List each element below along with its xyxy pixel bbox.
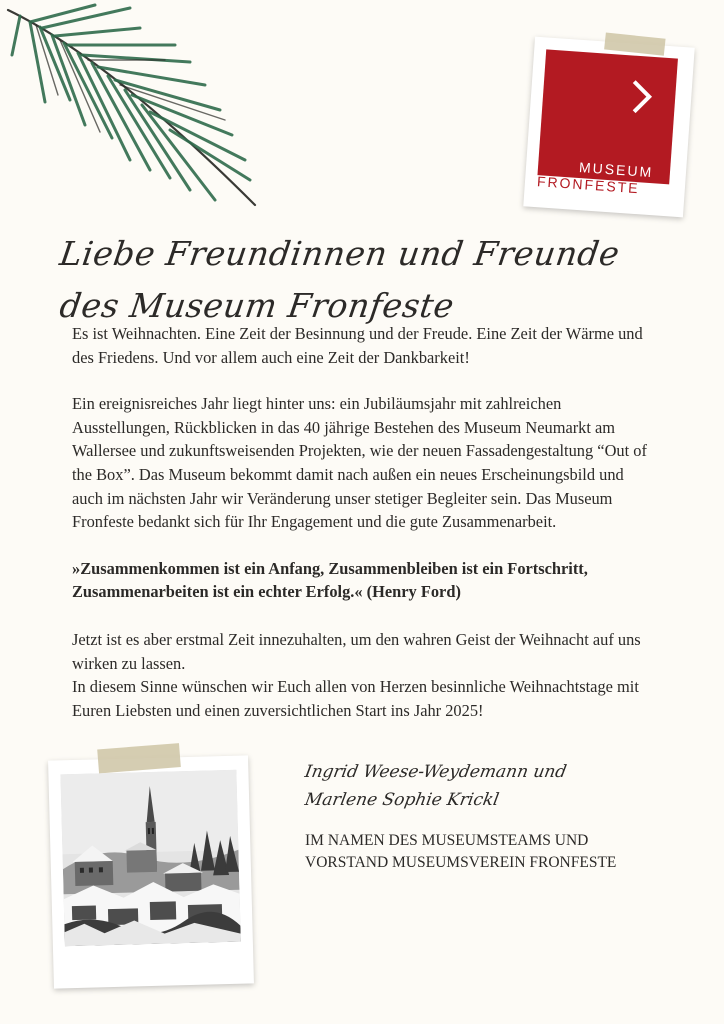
signoff-line-1: IM NAMEN DES MUSEUMSTEAMS UND [305, 832, 589, 849]
title-line-1: Liebe Freundinnen und Freunde [57, 234, 623, 273]
pine-branch-decoration [0, 0, 270, 215]
signoff-text [305, 830, 645, 874]
quote-henry-ford: »Zusammenkommen ist ein Anfang, Zusammenbleiben ist ein Fortschritt, Zusammenarbeiten ist ein echter Erfolg.« (Henry Ford) [72, 558, 588, 602]
letter-body [72, 322, 657, 722]
signoff-line-2: VORSTAND MUSEUMSVEREIN FRONFESTE [305, 854, 617, 871]
signature-line-2: Marlene Sophie Krickl [303, 790, 501, 810]
tape-strip [97, 743, 181, 773]
logo-polaroid [523, 37, 694, 218]
museum-logo [537, 49, 677, 184]
signature [305, 758, 605, 814]
winter-town-photo [60, 770, 240, 947]
tape-strip [604, 33, 665, 56]
paragraph-pause: Jetzt ist es aber erstmal Zeit innezuhalten, um den wahren Geist der Weihnacht auf uns wirken zu lassen. [72, 629, 641, 673]
paragraph-intro: Es ist Weihnachten. Eine Zeit der Besinnung und der Freude. Eine Zeit der Wärme und des Friedens. Und vor allem auch eine Zeit der Dankbarkeit! [72, 324, 643, 367]
paragraph-year-review: Ein ereignisreiches Jahr liegt hinter uns: ein Jubiläumsjahr mit zahlreichen Ausstellungen, Rückblicken in das 40 jährige Bestehen des Museum Neumarkt am Wallersee und zukunftsweisenden Projekten, wie der neuen Fassadengestaltung “Out of the Box”. Das Museum bekommt damit nach außen ein neues Erscheinungsbild und auch im nächsten Jahr wir Veränderung unser stetiger Begleiter sein. Das Museum Fronfeste bedankt sich für Ihr Engagement und die gute Zusammenarbeit. [72, 394, 647, 532]
church-village-image [60, 770, 240, 947]
logo-text-museum: MUSEUM [578, 159, 654, 181]
paragraph-wishes: In diesem Sinne wünschen wir Euch allen von Herzen besinnliche Weihnachtstage mit Euren Liebsten und einen zuversichtlichen Start ins Jahr 2025! [72, 677, 639, 720]
signature-line-1: Ingrid Weese-Weydemann und [303, 762, 568, 782]
logo-text-fronfeste: FRONFESTE [536, 173, 641, 197]
title-line-2: des Museum Fronfeste [57, 286, 457, 325]
photo-polaroid [48, 755, 254, 988]
page-title [57, 228, 623, 332]
